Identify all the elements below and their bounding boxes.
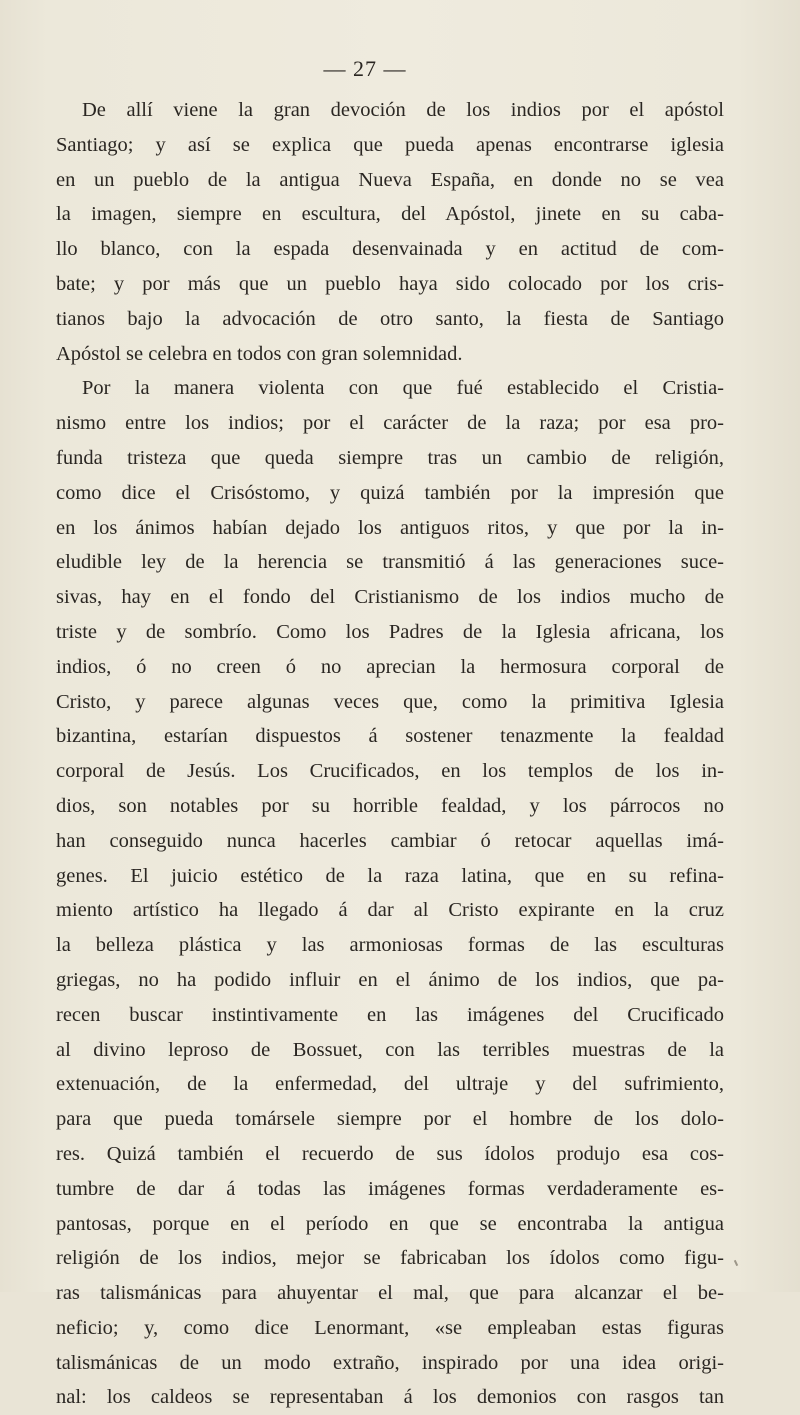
text-line: res. Quizá también el recuerdo de sus ídolos produjo esa cos- bbox=[56, 1142, 724, 1165]
text-line: nismo entre los indios; por el carácter de la raza; por esa pro- bbox=[56, 412, 724, 435]
text-line: Santiago; y así se explica que pueda apenas encontrarse iglesia bbox=[56, 133, 724, 156]
text-line: bizantina, estarían dispuestos á sostener tenazmente la fealdad bbox=[56, 725, 724, 748]
text-line: Por la manera violenta con que fué establecido el Cristia- bbox=[82, 377, 724, 400]
text-line: religión de los indios, mejor se fabricaban los ídolos como figu- bbox=[56, 1247, 724, 1270]
text-line: la imagen, siempre en escultura, del Apóstol, jinete en su caba- bbox=[56, 203, 724, 226]
text-line: eludible ley de la herencia se transmitió á las generaciones suce- bbox=[56, 551, 724, 574]
text-line: al divino leproso de Bossuet, con las terribles muestras de la bbox=[56, 1038, 724, 1061]
paper-speck bbox=[734, 1260, 738, 1266]
text-line: neficio; y, como dice Lenormant, «se empleaban estas figuras bbox=[56, 1316, 724, 1339]
text-line: en los ánimos habían dejado los antiguos ritos, y que por la in- bbox=[56, 516, 724, 539]
text-line: dios, son notables por su horrible fealdad, y los párrocos no bbox=[56, 794, 724, 817]
text-line: talismánicas de un modo extraño, inspirado por una idea origi- bbox=[56, 1351, 724, 1374]
text-line: bate; y por más que un pueblo haya sido colocado por los cris- bbox=[56, 272, 724, 295]
text-line: Apóstol se celebra en todos con gran solemnidad. bbox=[56, 342, 463, 365]
text-line: indios, ó no creen ó no aprecian la hermosura corporal de bbox=[56, 655, 724, 678]
text-line: griegas, no ha podido influir en el ánimo de los indios, que pa- bbox=[56, 968, 724, 991]
page-number: — 27 — bbox=[323, 56, 407, 81]
text-line: De allí viene la gran devoción de los indios por el apóstol bbox=[82, 99, 724, 121]
text-line: genes. El juicio estético de la raza latina, que en su refina- bbox=[56, 864, 724, 887]
text-line: han conseguido nunca hacerles cambiar ó retocar aquellas imá- bbox=[56, 829, 724, 852]
text-line: pantosas, porque en el período en que se encontraba la antigua bbox=[56, 1212, 724, 1235]
text-line: ras talismánicas para ahuyentar el mal, que para alcanzar el be- bbox=[56, 1282, 724, 1305]
body-text bbox=[56, 93, 724, 1415]
text-line: funda tristeza que queda siempre tras un cambio de religión, bbox=[56, 446, 724, 469]
text-line: tianos bajo la advocación de otro santo, la fiesta de Santiago bbox=[56, 307, 724, 330]
text-line: tumbre de dar á todas las imágenes formas verdaderamente es- bbox=[56, 1177, 724, 1200]
text-line: como dice el Crisóstomo, y quizá también por la impresión que bbox=[56, 481, 724, 504]
text-line: para que pueda tomársele siempre por el hombre de los dolo- bbox=[56, 1108, 724, 1131]
text-line: recen buscar instintivamente en las imágenes del Crucificado bbox=[56, 1003, 724, 1026]
text-line: miento artístico ha llegado á dar al Cristo expirante en la cruz bbox=[56, 899, 724, 922]
text-line: sivas, hay en el fondo del Cristianismo de los indios mucho de bbox=[56, 586, 724, 609]
text-line: nal: los caldeos se representaban á los demonios con rasgos tan bbox=[56, 1386, 724, 1409]
text-line: triste y de sombrío. Como los Padres de la Iglesia africana, los bbox=[56, 620, 724, 643]
text-line: Cristo, y parece algunas veces que, como la primitiva Iglesia bbox=[56, 690, 724, 713]
text-line: extenuación, de la enfermedad, del ultraje y del sufrimiento, bbox=[56, 1073, 724, 1096]
text-line: la belleza plástica y las armoniosas formas de las esculturas bbox=[56, 934, 724, 957]
text-line: corporal de Jesús. Los Crucificados, en los templos de los in- bbox=[56, 760, 724, 783]
text-line: en un pueblo de la antigua Nueva España, en donde no se vea bbox=[56, 168, 724, 191]
text-line: llo blanco, con la espada desenvainada y en actitud de com- bbox=[56, 238, 724, 261]
